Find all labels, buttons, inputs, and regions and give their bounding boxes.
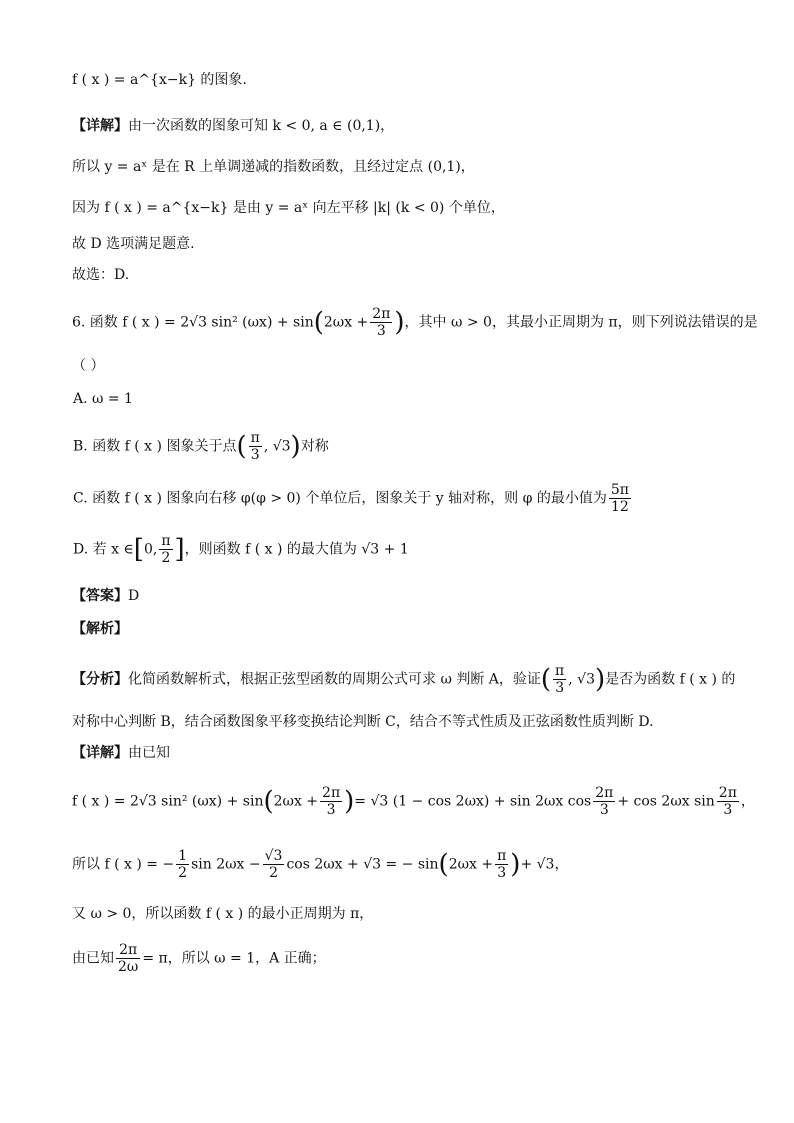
numerator: 2π xyxy=(116,942,140,959)
paren-close: ) xyxy=(594,664,606,695)
numerator: 2π xyxy=(372,306,391,322)
numerator: π xyxy=(250,430,260,446)
detail-heading xyxy=(72,743,170,763)
numerator: 2π xyxy=(322,785,341,801)
paren-close: ) xyxy=(510,849,521,880)
text-line xyxy=(72,234,195,254)
eq-part: + cos 2ωx sin xyxy=(617,793,715,810)
line-text: 所以 y = aˣ 是在 R 上单调递减的指数函数，且经过定点 (0,1)， xyxy=(72,159,475,175)
paren-open: ( xyxy=(263,786,274,817)
line-text: , √3 xyxy=(568,671,595,688)
numerator: 2π xyxy=(595,785,614,801)
fraction xyxy=(176,848,189,881)
fraction xyxy=(370,306,392,339)
answer-paren xyxy=(72,356,104,376)
eq-part: 由已知 xyxy=(72,950,114,967)
option-text: B. 函数 f ( x ) 图象关于点 xyxy=(73,438,237,455)
eq-part: sin 2ωx − xyxy=(191,856,261,873)
eq-part: = π，所以 ω = 1，A 正确； xyxy=(142,950,326,967)
paren-open: ( xyxy=(236,431,247,462)
denominator: 3 xyxy=(250,447,260,463)
text-line xyxy=(72,70,247,90)
option-c xyxy=(73,482,633,515)
fraction xyxy=(159,533,172,566)
section-tag: 【分析】 xyxy=(72,671,128,688)
equation-4 xyxy=(72,942,326,975)
numerator: π xyxy=(555,663,565,679)
fraction xyxy=(609,482,631,515)
analysis-line-2 xyxy=(72,712,654,732)
analysis-heading xyxy=(72,619,128,639)
fraction xyxy=(116,942,140,975)
eq-part: 2ωx + xyxy=(273,793,319,810)
line-text: 故 D 选项满足题意. xyxy=(72,236,195,252)
eq-part: + √3， xyxy=(520,856,569,873)
fraction xyxy=(249,430,262,463)
text-line xyxy=(72,157,475,177)
paren-open: ( xyxy=(540,664,552,695)
numerator: √3 xyxy=(264,848,283,864)
option-text: , √3 xyxy=(263,438,291,455)
option-a xyxy=(73,389,133,409)
denominator: 2 xyxy=(161,550,171,566)
denominator: 12 xyxy=(611,499,629,515)
denominator: 2 xyxy=(178,865,188,881)
fraction xyxy=(553,663,566,696)
eq-part: cos 2ωx + √3 = − sin xyxy=(286,856,439,873)
fraction xyxy=(593,785,615,818)
eq-part: ， xyxy=(740,793,755,810)
fraction xyxy=(320,785,342,818)
line-text: 是否为函数 f ( x ) 的 xyxy=(605,671,736,688)
paren-text: （ ） xyxy=(72,358,105,374)
line-text: 化简函数解析式，根据正弦型函数的周期公式可求 ω 判断 A，验证 xyxy=(128,671,541,688)
denominator: 3 xyxy=(497,865,507,881)
option-d xyxy=(73,533,409,566)
equation-1 xyxy=(72,785,755,818)
eq-part: 所以 f ( x ) = − xyxy=(72,856,175,873)
eq-part: f ( x ) = 2√3 sin² (ωx) + sin xyxy=(72,793,264,810)
equation-2 xyxy=(72,848,568,881)
line-text: 故选：D. xyxy=(72,267,130,283)
line-text: 因为 f ( x ) = a^{x−k} 是由 y = aˣ 向左平移 |k| (k < 0) 个单位， xyxy=(72,200,505,216)
line-text: 又 ω > 0，所以函数 f ( x ) 的最小正周期为 π， xyxy=(72,906,374,922)
answer-value: D xyxy=(128,588,140,604)
paren-open: ( xyxy=(438,849,449,880)
denominator: 3 xyxy=(326,802,336,818)
denominator: 3 xyxy=(376,323,386,339)
numerator: π xyxy=(497,848,507,864)
numerator: 2π xyxy=(718,785,737,801)
denominator: 3 xyxy=(723,802,733,818)
section-tag: 【解析】 xyxy=(72,621,128,637)
q6-part: 2ωx + xyxy=(323,314,369,331)
question-6 xyxy=(72,306,758,339)
option-text: 0, xyxy=(143,541,158,558)
text-line xyxy=(72,116,394,136)
fraction xyxy=(717,785,739,818)
option-text: D. 若 x ∈ xyxy=(73,541,134,558)
denominator: 3 xyxy=(555,680,565,696)
section-tag: 【答案】 xyxy=(72,588,128,604)
paren-close: ) xyxy=(394,307,405,338)
section-tag: 【详解】 xyxy=(72,118,128,134)
line-text: 由已知 xyxy=(128,745,170,761)
bracket-open: [ xyxy=(133,534,144,565)
bracket-close: ] xyxy=(174,534,185,565)
equation-3 xyxy=(72,904,373,924)
fraction xyxy=(263,848,285,881)
option-b xyxy=(73,430,329,463)
denominator: 2ω xyxy=(118,959,139,975)
section-tag: 【详解】 xyxy=(72,745,128,761)
numerator: 1 xyxy=(178,848,188,864)
option-text: A. ω = 1 xyxy=(73,391,133,407)
numerator: 5π xyxy=(610,482,629,498)
denominator: 2 xyxy=(269,865,278,881)
formula: f ( x ) = a^{x−k} 的图象. xyxy=(72,72,247,88)
text-line xyxy=(72,198,505,218)
numerator: π xyxy=(161,533,171,549)
option-text: ，则函数 f ( x ) 的最大值为 √3 + 1 xyxy=(184,541,409,558)
paren-close: ) xyxy=(290,431,301,462)
option-text: 对称 xyxy=(300,438,329,455)
eq-part: 2ωx + xyxy=(448,856,494,873)
line-text: 对称中心判断 B，结合函数图象平移变换结论判断 C，结合不等式性质及正弦函数性质判断 D. xyxy=(72,714,654,730)
analysis-line-1 xyxy=(72,663,735,696)
fraction xyxy=(495,848,508,881)
text-line xyxy=(72,265,129,285)
paren-close: ) xyxy=(344,786,355,817)
eq-part: = √3 (1 − cos 2ωx) + sin 2ωx cos xyxy=(354,793,592,810)
q6-part: ，其中 ω > 0，其最小正周期为 π，则下列说法错误的是 xyxy=(404,314,758,331)
q6-part: 6. 函数 f ( x ) = 2√3 sin² (ωx) + sin xyxy=(72,314,314,331)
paren-open: ( xyxy=(313,307,324,338)
answer-line xyxy=(72,586,139,606)
denominator: 3 xyxy=(599,802,609,818)
line-text: 由一次函数的图象可知 k < 0, a ∈ (0,1)， xyxy=(128,118,395,134)
option-text: C. 函数 f ( x ) 图象向右移 φ(φ > 0) 个单位后，图象关于 y 轴对称，则 φ 的最小值为 xyxy=(73,490,607,507)
